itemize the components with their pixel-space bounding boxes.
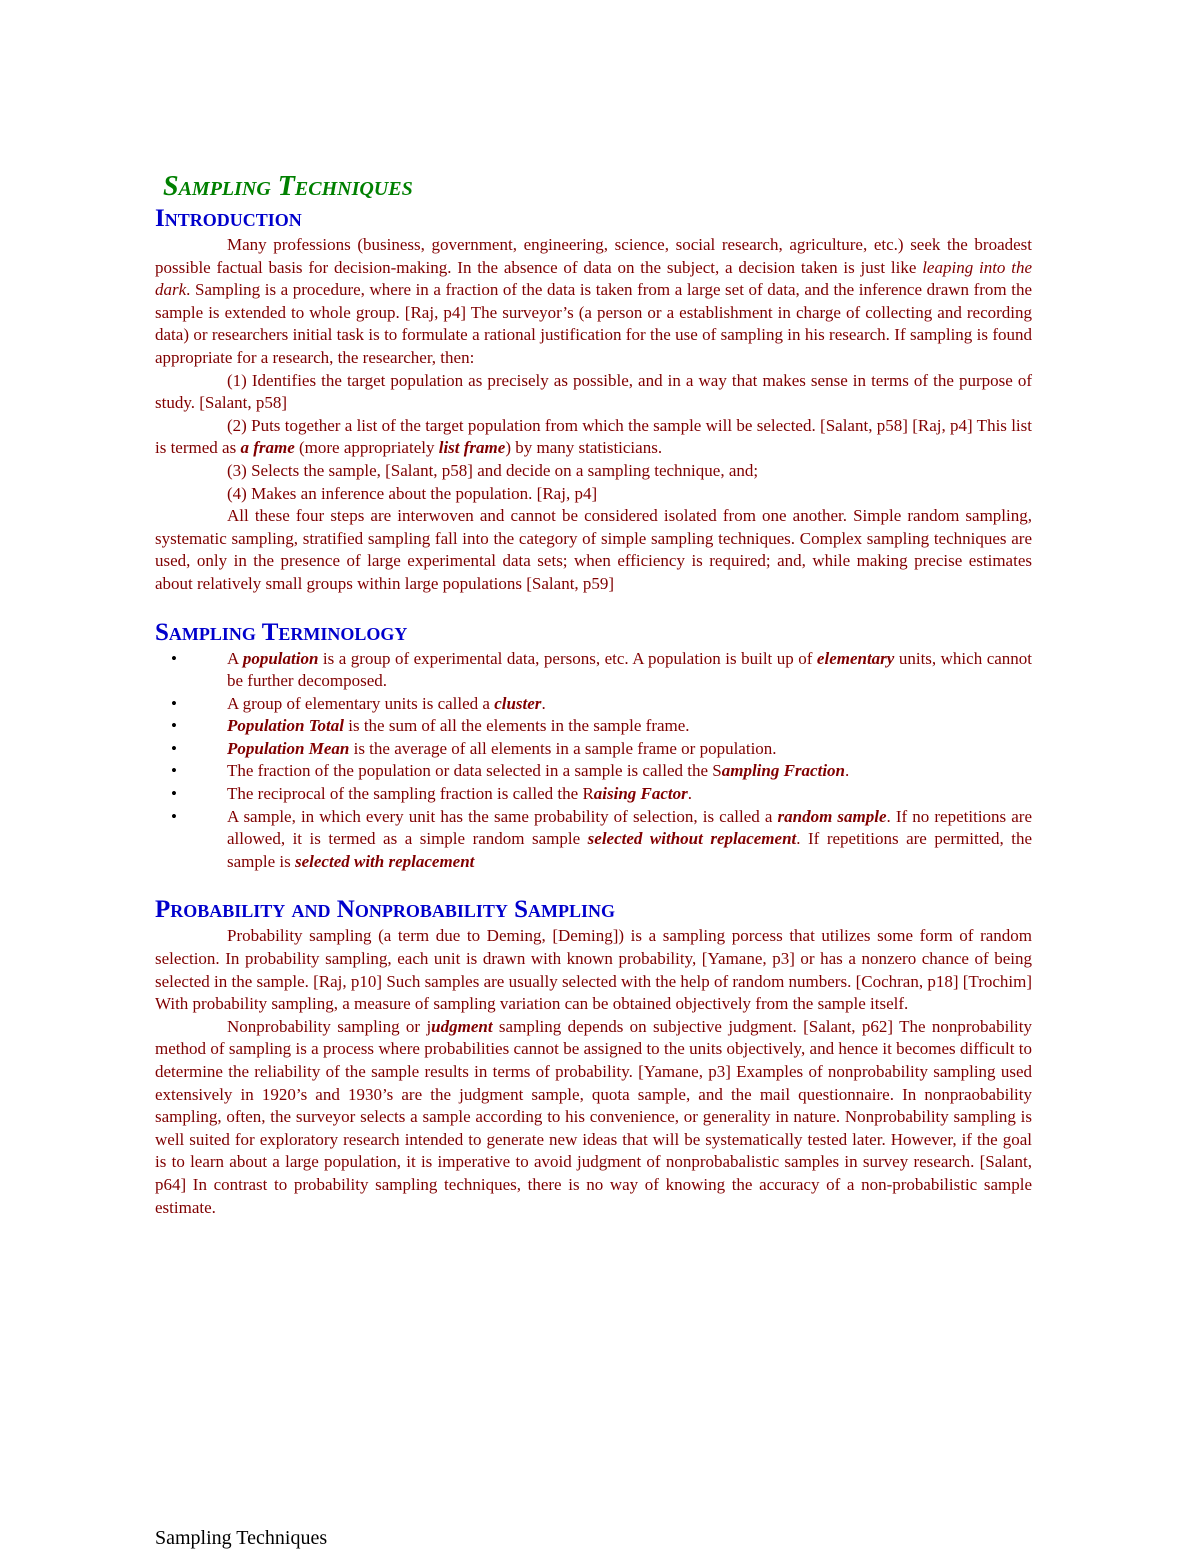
list-item: • A population is a group of experimental data, persons, etc. A population is built up of elementary units, which cannot be further decomposed.	[155, 648, 1032, 693]
terminology-list	[155, 648, 1032, 874]
heading-sampling-terminology: Sampling Terminology	[155, 618, 408, 646]
list-item: • A sample, in which every unit has the same probability of selection, is called a random sample. If no repetitions are allowed, it is termed as a simple random sample selected without replacement. If repetitions are permitted, the sample is selected with replacement	[155, 806, 1032, 874]
intro-step-2: (2) Puts together a list of the target population from which the sample will be selected. [Salant, p58] [Raj, p4] This list is termed as a frame (more appropriately list frame) by many statisticians.	[155, 415, 1032, 458]
list-item: • A group of elementary units is called a cluster.	[155, 693, 1032, 716]
term-judgment: udgment	[431, 1016, 493, 1036]
page-footer: Sampling Techniques	[155, 1527, 328, 1549]
heading-introduction: Introduction	[155, 205, 302, 232]
intro-step-4: (4) Makes an inference about the population. [Raj, p4]	[227, 483, 598, 503]
list-item: • The reciprocal of the sampling fraction is called the Raising Factor.	[155, 783, 1032, 806]
probability-paragraph-1: Probability sampling (a term due to Deming, [Deming]) is a sampling porcess that utilizes some form of random selection. In probability sampling, each unit is drawn with known probability, [Yamane, p3] or has a nonzero chance of being selected in the sample. [Raj, p10] Such samples are usually selected with the help of random numbers. [Cochran, p18] [Trochim] With probability sampling, a measure of sampling variation can be obtained objectively from the sample itself.	[155, 926, 1033, 1014]
term-a-frame: a frame	[240, 438, 295, 458]
document-title: Sampling Techniques	[163, 171, 413, 202]
intro-paragraph-2: All these four steps are interwoven and cannot be considered isolated from one another. Simple random sampling, systematic sampling, stratified sampling fall into the category of simple sampling techniques. Complex sampling techniques are used, only in the presence of large experimental data sets; when efficiency is required; and, while making precise estimates about relatively small groups within large populations [Salant, p59]	[155, 506, 1032, 593]
probability-paragraph-2: Nonprobability sampling or judgment sampling depends on subjective judgment. [Salant, p62] The nonprobability method of sampling is a process where probabilities cannot be assigned to the units objectively, and hence it becomes difficult to determine the reliability of the sample results in terms of probability. [Yamane, p3] Examples of nonprobability sampling used extensively in 1920’s and 1930’s are the judgment sample, quota sample, and the mail questionnaire. In nonpraobability sampling, often, the surveyor selects a sample according to his convenience, or generality in nature. Nonprobability sampling is well suited for exploratory research intended to generate new ideas that will be systematically tested later. However, if the goal is to learn about a large population, it is imperative to avoid judgment of nonprobabalistic samples in survey research. [Salant, p64] In contrast to probability sampling techniques, there is no way of knowing the accuracy of a non-probabilistic sample estimate.	[155, 1016, 1032, 1217]
term-list-frame: list frame	[438, 438, 506, 458]
emphasis-leaping: leaping into the dark	[155, 257, 1032, 300]
document-body	[155, 170, 1032, 1219]
heading-probability-sampling: Probability and Nonprobability Sampling	[155, 896, 616, 924]
list-item: • Population Mean is the average of all elements in a sample frame or population.	[155, 738, 1032, 761]
list-item: • The fraction of the population or data selected in a sample is called the Sampling Fraction.	[155, 760, 1032, 783]
intro-step-3: (3) Selects the sample, [Salant, p58] and decide on a sampling technique, and;	[227, 460, 759, 480]
list-item: • Population Total is the sum of all the elements in the sample frame.	[155, 715, 1032, 738]
intro-step-1: (1) Identifies the target population as precisely as possible, and in a way that makes sense in terms of the purpose of study. [Salant, p58]	[155, 370, 1032, 413]
intro-paragraph-1: Many professions (business, government, engineering, science, social research, agriculture, etc.) seek the broadest possible factual basis for decision-making. In the absence of data on the subject, a decision taken is just like leaping into the dark. Sampling is a procedure, where in a fraction of the data is taken from a large set of data, and the inference drawn from the sample is extended to whole group. [Raj, p4] The surveyor’s (a person or a establishment in charge of collecting and recording data) or researchers initial task is to formulate a rational justification for the use of sampling in his research. If sampling is found appropriate for a research, the researcher, then:	[155, 235, 1032, 367]
